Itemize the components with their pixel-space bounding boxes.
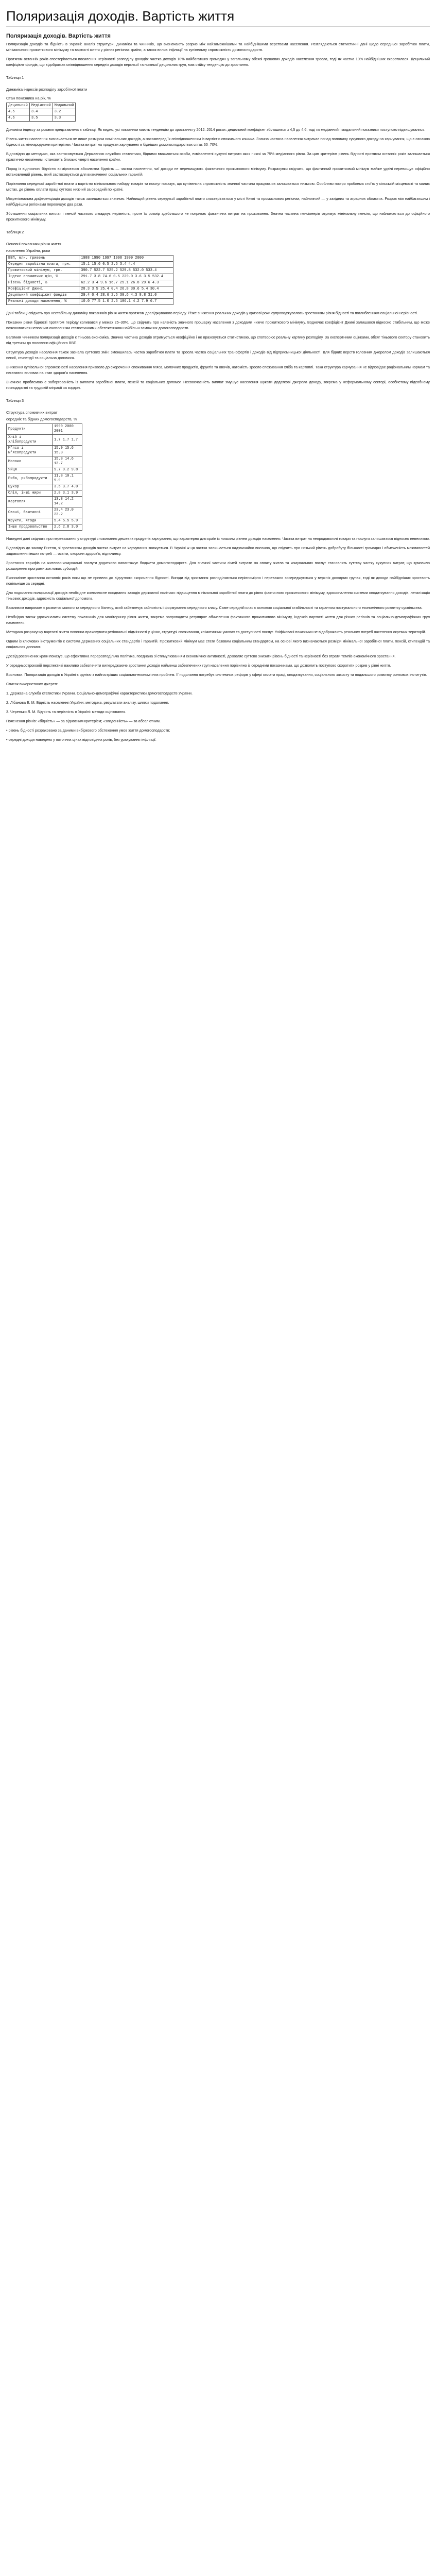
table-row [7,484,82,490]
table-cell: 3.5 3.7 4.0 [52,484,82,490]
paragraph: Рівень життя населення визначається не лише розміром номінальних доходів, а насамперед їх співвідношенням із вартістю споживчого кошика. Значна частина населення витрачає понад половину сукупного доходу на харчування, що є ознакою бідності за міжнародними критеріями. Частка витрат на продукти харчування в бідніших домогосподарствах сягає 60–70%. [6,137,430,147]
table-row [7,103,76,109]
table-row [7,456,82,467]
table-cell: Середня заробітна плата, грн. [7,262,79,268]
table1-subtitle: Стан показника на рік, % [6,96,51,100]
paragraph: Методика розрахунку вартості життя повинна враховувати регіональні відмінності у цінах, структурі споживання, кліматичних умовах та доступності послуг. Уніфіковані показники не відображають реальних потреб населення окремих територій. [6,630,426,634]
title-divider [6,26,430,27]
table-cell: 28.3 3.5 25.4 0.4 26.8 30.6 5.4 30.4 [79,286,173,293]
paragraph: Зниження купівельної спроможності населення призвело до скорочення споживання м’яса, молочних продуктів, фруктів та овочів, натомість зросло споживання хліба та картоплі. Така структура харчування не відповідає раціональним нормам та негативно впливає на стан здоров’я населення. [6,365,430,375]
table-row [7,524,82,531]
table-cell: Продукти [7,424,53,435]
table-cell: 1999 2000 2001 [52,424,82,435]
table-row [7,473,82,484]
table-cell: Цукор [7,484,53,490]
paragraph: Наведені дані свідчать про переважання у структурі споживання дешевих продуктів харчування, що характерно для країн із низьким рівнем доходів населення. Частка витрат на непродовольчі товари та послуги залишається відносно невеликою. [6,536,430,541]
paragraph: Список використаних джерел: [6,682,58,686]
table-cell: Рівень бідності, % [7,280,79,286]
table-row [7,109,76,115]
table-cell: Олія, інші жири [7,490,53,497]
table2-title: Основні показники рівня життя [6,242,62,246]
section-3 [0,310,436,403]
paragraph: Важливим напрямом є розвиток малого та середнього бізнесу, який забезпечує зайнятість і формування середнього класу. Саме середній клас є основою соціальної стабільності та гарантом поступального економічного розвитку суспільства. [6,605,423,610]
table-row [7,256,173,262]
paragraph: • рівень бідності розраховано за даними вибіркового обстеження умов життя домогосподарств; [6,728,170,733]
table-cell: 29.4 0.4 28.6 2.5 30.6 4.3 8.8 31.0 [79,293,173,299]
table-row [7,467,82,473]
table-row [7,115,76,122]
paragraph: 2. Лібанова Е. М. Бідність населення України: методика, результати аналізу, шляхи подолання. [6,700,169,705]
table-cell: 3.5 [29,115,53,122]
table-cell: 11.8 10.1 9.9 [52,473,82,484]
table-cell: Молоко [7,456,53,467]
paragraph: Порівняння середньої заробітної плати з вартістю мінімального набору товарів та послуг показує, що купівельна спроможність значної частини працюючих залишається низькою. Особливо гостро проблема стоїть у сільській місцевості та малих містах, де рівень оплати праці суттєво нижчий за середній по країні. [6,181,430,192]
paragraph: Значною проблемою є заборгованість із виплати заробітної плати, пенсій та соціальних допомог. Несвоєчасність виплат змушує населення шукати додаткові джерела доходу, зокрема у неформальному секторі, особистому підсобному господарстві та трудовій міграції за кордон. [6,380,430,390]
table-row [7,262,173,268]
paragraph: Для подолання поляризації доходів необхідне комплексне поєднання заходів державної політики: підвищення мінімальної заробітної плати до рівня фактичного прожиткового мінімуму, вдосконалення системи оподаткування доходів, легалізація тіньових доходів, адресність соціальної допомоги. [6,590,430,601]
table-cell: 5.4 5.5 5.9 [52,518,82,524]
paragraph: Вагомим чинником поляризації доходів є тіньова економіка. Значна частина доходів отримується неофіційно і не враховується статистикою, що спотворює реальну картину розподілу. За експертними оцінками, обсяг тіньового сектору становить від третини до половини офіційного ВВП. [6,335,430,345]
table-cell: 1988 1990 1997 1998 1999 2000 [79,256,173,262]
table-row [7,286,173,293]
paragraph: Дані таблиці свідчать про нестабільну динаміку показників рівня життя протягом досліджуваного періоду. Різке зниження реальних доходів у кризові роки супроводжувалось зростанням рівня бідності та поглибленням соціальної нерівності. [6,311,418,315]
paragraph: 1. Державна служба статистики України. Соціально-демографічні характеристики домогосподарств України. [6,691,193,696]
table3-subtitle: середніх та бідних домогосподарств, % [6,417,77,421]
table-cell: Коефіцієнт Джині [7,286,79,293]
table-row [7,446,82,456]
table-cell: 291.7 3.8 74.6 0.5 229.0 3.6 3.5 532.4 [79,274,173,280]
table-cell: Прожитковий мінімум, грн. [7,268,79,274]
table-cell: 15.9 15.6 15.3 [52,446,82,456]
table-cell: Медіанний [29,103,53,109]
paragraph: Показник рівня бідності протягом періоду коливався у межах 25–30%, що свідчить про наявність значного прошарку населення з доходами нижче прожиткового мінімуму. Водночас коефіцієнт Джині залишався відносно стабільним, що може пояснюватися неповним охопленням статистичними обстеженнями найбільш заможних домогосподарств. [6,320,430,330]
table-row [7,299,173,305]
table-row [7,497,82,507]
paragraph: Одним із ключових інструментів є система державних соціальних стандартів і гарантій. Прожитковий мінімум має стати базовим соціальним стандартом, на основі якого визначаються розміри мінімальної заробітної плати, пенсій, стипендій та соціальних допомог. [6,639,430,649]
table-cell: 4.5 [7,109,30,115]
table-row [7,518,82,524]
table-cell: Реальні доходи населення, % [7,299,79,305]
table-row [7,435,82,446]
table-cell: Інше продовольство [7,524,53,531]
paragraph: Необхідно також удосконалити систему показників для моніторингу рівня життя, зокрема запровадити регулярне обчислення фактичного прожиткового мінімуму, індексів вартості життя для різних регіонів та соціально-демографічних груп населення. [6,615,430,625]
table-3 [6,423,82,531]
table2-subtitle: населення України, роки [6,248,50,253]
table-row [7,490,82,497]
paragraph: Висновки. Поляризація доходів в Україні є однією з найгостріших соціально-економічних проблем. Її подолання потребує системних реформ у сфері оплати праці, оподаткування, соціального захисту та подальшого розвитку ринкових інститутів. [6,672,427,677]
table-cell: 2.8 3.1 3.9 [52,490,82,497]
paragraph: Поряд із відносною бідністю вимірюється абсолютна бідність — частка населення, чиї доходи не перевищують фактичного прожиткового мінімуму. Розрахунки свідчать, що фактичний прожитковий мінімум майже удвічі перевищує офіційно встановлений рівень, який застосовується для визначення соціальних гарантій. [6,166,430,177]
table-cell: ВВП, млн. гривень [7,256,79,262]
table-1 [6,103,76,122]
table-caption: Таблиця 2 [6,230,24,234]
paragraph: • середні доходи наведено у поточних цінах відповідних років, без урахування інфляції. [6,737,156,742]
table3-title: Структура споживчих витрат [6,410,58,415]
table-caption: Таблиця 3 [6,398,24,403]
paragraph: Зростання тарифів на житлово-комунальні послуги додатково навантажує бюджети домогосподарств. Для значної частини сімей витрати на оплату житла та комунальних послуг становлять суттєву частку сукупних витрат, що зумовило розширення програми житлових субсидій. [6,561,430,571]
table-cell: 15.8 14.6 13.7 [52,456,82,467]
table-cell: 62.2 3.4 9.6 16.7 25.1 26.8 29.6 4.3 [79,280,173,286]
table-cell: 23.4 23.0 23.2 [52,507,82,518]
table-cell: 3.3 [53,115,76,122]
table-cell: Риба, рибопродукти [7,473,53,484]
table-cell: 390.7 522.7 525.2 529.8 532.0 533.4 [79,268,173,274]
table-cell: М'ясо і м'ясопродукти [7,446,53,456]
table-cell: Децильний [7,103,30,109]
paragraph: Динаміка індексу за роками представлена в таблиці. Як видно, усі показники мають тенденцію до зростання у 2012–2014 роках: децильний коефіцієнт збільшився з 4,5 до 4,6, тоді як медіанний і модальний показники поступово підвищувались. [6,127,426,132]
table-row [7,293,173,299]
table-cell: Хліб і хлібопродукти [7,435,53,446]
table-cell: Яйця [7,467,53,473]
table-row [7,274,173,280]
paragraph: У середньостроковій перспективі важливо забезпечити випереджаюче зростання доходів найменш забезпечених груп населення порівняно із середніми показниками, що дозволить поступово скоротити розрив у рівні життя. [6,663,391,668]
table-cell: 3.4 [29,109,53,115]
table-cell: Картопля [7,497,53,507]
table-row [7,424,82,435]
paragraph: Досвід розвинених країн показує, що ефективна перерозподільча політика, поєднана зі стимулюванням економічної активності, дозволяє суттєво знизити рівень бідності та нерівності без втрати темпів економічного зростання. [6,654,396,658]
document-page [0,0,436,742]
table-row [7,507,82,518]
table-row [7,280,173,286]
paragraph: Структура доходів населення також зазнала суттєвих змін: зменшилась частка заробітної плати та зросла частка соціальних трансфертів і доходів від підприємницької діяльності. Для бідних верств головним джерелом доходів залишаються пенсії, стипендії та соціальна допомога. [6,350,430,360]
table-cell: Фрукти, ягоди [7,518,53,524]
table-cell: 3.2 [53,109,76,115]
paragraph: Протягом останніх років спостерігається посилення нерівності розподілу доходів: частка доходів 10% найбагатших громадян у загальному обсязі грошових доходів населення зросла, тоді як частка 10% найбідніших скоротилася. Децильний коефіцієнт фондів, що відображає співвідношення середніх доходів верхньої та нижньої децильних груп, має стійку тенденцію до зростання. [6,57,430,67]
table-cell: Модальний [53,103,76,109]
page-title: Поляризація доходів. Вартість життя [6,8,235,24]
intro-section [0,41,436,80]
table-caption: Таблиця 1 [6,75,24,80]
table1-title: Динаміка індексів розподілу заробітної плати [6,87,88,92]
table-cell: 9.7 9.2 9.8 [52,467,82,473]
table-cell: 15.1 15.6 0.5 2.5 3.4 4.4 [79,262,173,268]
table-cell: 13.8 14.2 14.2 [52,497,82,507]
article-subtitle: Поляризація доходів. Вартість життя [6,33,111,39]
paragraph: 3. Черенько Л. М. Бідність та нерівність в Україні: методи оцінювання. [6,709,127,714]
table-cell: 2.6 2.8 3.0 [52,524,82,531]
table-cell: Децильний коефіцієнт фондів [7,293,79,299]
section-2 [0,127,436,235]
table-cell: Індекс споживчих цін, % [7,274,79,280]
table-cell: 4.6 [7,115,30,122]
paragraph: Відповідно до закону Енгеля, зі зростанням доходів частка витрат на харчування знижується. В Україні ж ця частка залишається надзвичайно високою, що свідчить про низький рівень добробуту більшості громадян і обмеженість можливостей задоволення інших потреб — освіти, охорони здоров’я, відпочинку. [6,546,430,556]
table-row [7,268,173,274]
paragraph: Відповідно до методики, яка застосовується Державною службою статистики, бідними вважаються особи, еквівалентні сукупні витрати яких нижчі за 75% медіанного рівня. За цим критерієм рівень бідності протягом останніх років залишається практично незмінним і становить близько чверті населення країни. [6,151,430,162]
table-2 [6,255,173,305]
paragraph: Міжрегіональна диференціація доходів також залишається значною. Найвищий рівень середньої заробітної плати спостерігається у місті Києві та промислових регіонах, найнижчий — у західних та аграрних областях. Розрив між найбагатшим і найбіднішим регіонами перевищує два рази. [6,196,430,207]
table-cell: Овочі, баштанні [7,507,53,518]
paragraph: Поляризація доходів та бідність в Україні: аналіз структури, динаміки та чинників, що визначають розрив між найзаможнішими та найбіднішими верствами населення. Розглядаються статистичні дані щодо середньої заробітної плати, мінімального прожиткового мінімуму та вартості життя у різних регіонах країни, а також вплив інфляції на купівельну спроможність домогосподарств. [6,42,430,52]
paragraph: Збільшення соціальних виплат і пенсій частково згладжує нерівність, проте їх розмір здебільшого не покриває фактичних витрат на проживання. Значна частина пенсіонерів отримує мінімальну пенсію, що наближається до офіційного прожиткового мінімуму. [6,211,430,222]
paragraph: Пояснення рівнів: «бідність» — за відносним критерієм; «злиденність» — за абсолютним. [6,719,161,723]
table-cell: 1.7 1.7 1.7 [52,435,82,446]
section-4 [0,536,436,742]
paragraph: Економічне зростання останніх років поки що не привело до відчутного скорочення бідності. Вигоди від зростання розподіляються нерівномірно і переважно зосереджуються у верхніх доходних групах, тоді як доходи найбідніших зростають повільніше за середні. [6,575,430,586]
table-cell: 10.0 77.5 1.0 2.5 106.1 4.2 7.9 6.7 [79,299,173,305]
